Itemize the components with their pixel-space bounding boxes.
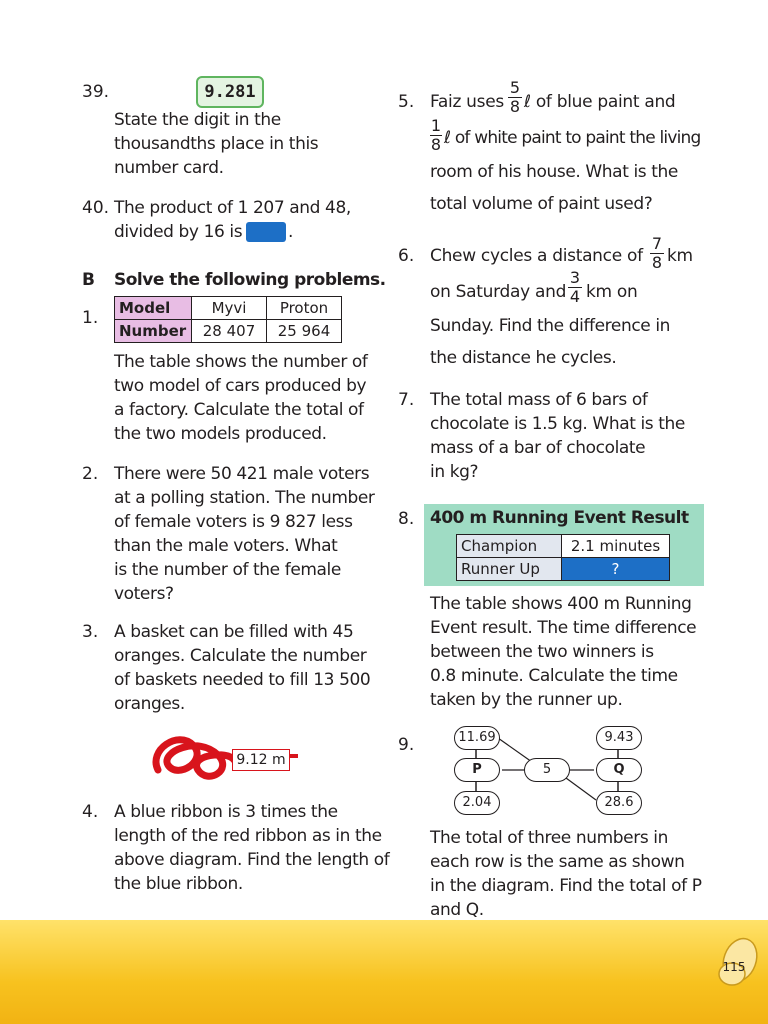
node-bottom-right: 28.6 (596, 791, 642, 815)
q1-number: 1. (82, 308, 99, 328)
cars-table (114, 296, 342, 343)
node-top-left: 11.69 (454, 726, 500, 750)
q8-text: The table shows 400 m Running Event result. The time difference between the two winners is 0.8 minute. Calculate the time taken by the runner up. (430, 594, 697, 710)
q6-text-c: km on (586, 282, 638, 302)
node-top-right: 9.43 (596, 726, 642, 750)
q5-text-c: ℓ of white paint to paint the living (444, 128, 701, 148)
q4-text: A blue ribbon is 3 times the length of the red ribbon as in the above diagram. Find the length of the blue ribbon. (114, 802, 390, 894)
section-title: Solve the following problems. (114, 270, 386, 290)
table-cell: Champion (457, 535, 562, 558)
answer-blank (246, 222, 286, 242)
race-result-title: 400 m Running Event Result (430, 508, 689, 528)
q40-number: 40. (82, 198, 110, 218)
q3-text: A basket can be filled with 45 oranges. Calculate the number of baskets needed to fill 13 500 oranges. (114, 622, 371, 714)
q39-text: State the digit in the thousandths place in this number card. (114, 110, 319, 178)
node-q: Q (596, 758, 642, 782)
q2-number: 2. (82, 464, 99, 484)
number-card: 9.281 (196, 76, 264, 108)
q8-number: 8. (398, 509, 415, 529)
q6-text-b: on Saturday and (430, 282, 567, 302)
section-letter: B (82, 270, 95, 290)
table-cell: 28 407 (192, 320, 267, 343)
q6-text-a: Chew cycles a distance of (430, 246, 643, 266)
table-cell: Myvi (192, 297, 267, 320)
q6-text: Sunday. Find the difference in the distance he cycles. (430, 316, 671, 368)
q40-text: The product of 1 207 and 48, divided by 16 is (114, 198, 351, 242)
q1-text: The table shows the number of two model of cars produced by a factory. Calculate the total of the two models produced. (114, 352, 368, 444)
table-cell: 2.1 minutes (562, 535, 670, 558)
table-cell: Runner Up (457, 558, 562, 581)
node-center: 5 (524, 758, 570, 782)
q3-number: 3. (82, 622, 99, 642)
q5-text-b: ℓ of blue paint and (524, 92, 676, 112)
q6-number: 6. (398, 246, 415, 266)
q7-number: 7. (398, 390, 415, 410)
table-cell: 25 964 (267, 320, 342, 343)
race-result-table (456, 534, 670, 581)
ribbon-length-label: 9.12 m (232, 749, 290, 771)
table-cell: Proton (267, 297, 342, 320)
q5-number: 5. (398, 92, 415, 112)
q6-km: km (667, 246, 693, 266)
q5-text-a: Faiz uses (430, 92, 504, 112)
page-number: 115 (722, 960, 746, 974)
q9-text: The total of three numbers in each row is the same as shown in the diagram. Find the total of P and Q. (430, 828, 702, 920)
fraction-7-8: 7 8 (651, 234, 663, 272)
q4-number: 4. (82, 802, 99, 822)
q39-number: 39. (82, 82, 110, 102)
node-bottom-left: 2.04 (454, 791, 500, 815)
unknown-cell: ? (562, 558, 670, 581)
q2-text: There were 50 421 male voters at a polling station. The number of female voters is 9 827 less than the male voters. What is the number of the female voters? (114, 464, 375, 604)
table-cell: Model (115, 297, 192, 320)
fraction-1-8: 1 8 (430, 116, 442, 154)
table-cell: Number (115, 320, 192, 343)
node-p: P (454, 758, 500, 782)
page-footer-band (0, 920, 768, 1024)
q40-period: . (288, 222, 294, 242)
q5-text: room of his house. What is the total volume of paint used? (430, 162, 678, 214)
fraction-3-4: 3 4 (569, 268, 581, 306)
q9-number: 9. (398, 735, 415, 755)
q7-text: The total mass of 6 bars of chocolate is 1.5 kg. What is the mass of a bar of chocolate in kg? (430, 390, 685, 482)
fraction-5-8: 5 8 (509, 78, 521, 116)
